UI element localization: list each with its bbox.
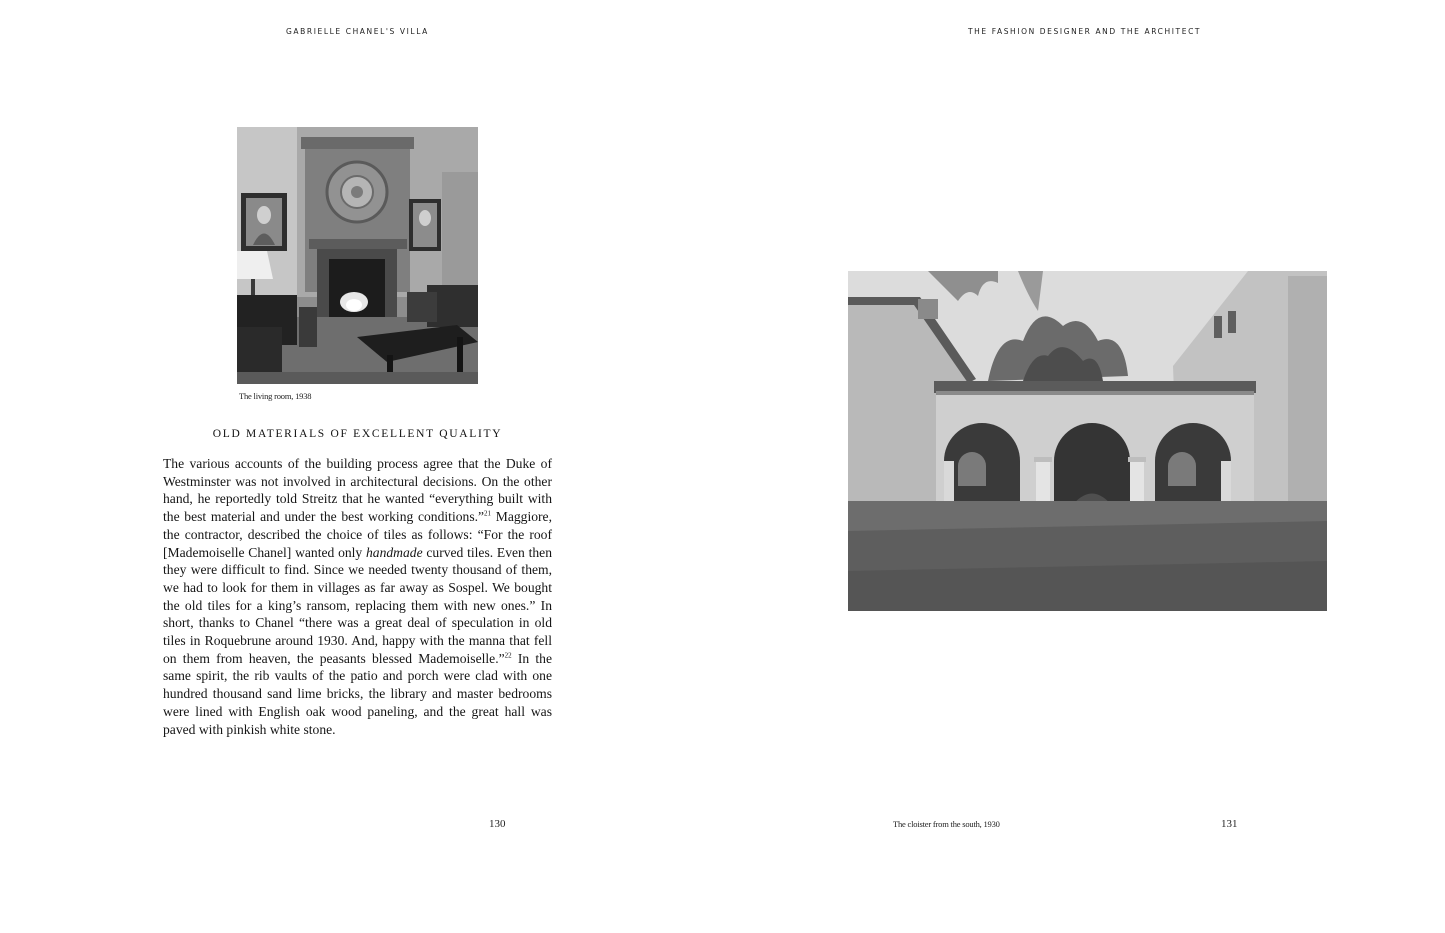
cloister-caption: The cloister from the south, 1930 [893,819,1000,829]
living-room-photo [237,127,478,384]
footnote-ref-22: 22 [504,651,512,660]
footnote-ref-21: 21 [484,509,492,518]
running-head-right: THE FASHION DESIGNER AND THE ARCHITECT [968,27,1202,36]
living-room-caption: The living room, 1938 [239,391,312,401]
body-text-part-4: In the same spirit, the rib vaults of the patio and porch were clad with one hundred thousand sand lime bricks, the library and master bedrooms were lined with English oak wood paneling, and the great hall was paved with pinkish white stone. [163,650,552,737]
body-text-part-3: curved tiles. Even then they were difficult to find. Since we needed twenty thousand of them, we had to look for them in villages as far away as Sospel. We bought the old tiles for a king’s ransom, replacing them with new ones.” In short, thanks to Chanel “there was a great deal of speculation in old tiles in Roquebrune around 1930. And, happy with the manna that fell on them from heaven, the peasants blessed Mademoiselle.” [163,544,552,666]
body-text-part-1: The various accounts of the building process agree that the Duke of Westminster was not involved in architectural decisions. On the other hand, he reportedly told Streitz that he wanted “everything built with the best material and under the best working conditions.” [163,456,552,525]
cloister-photo [848,271,1327,611]
running-head-left: GABRIELLE CHANEL'S VILLA [286,27,429,36]
section-heading: OLD MATERIALS OF EXCELLENT QUALITY [212,428,503,440]
body-text-emphasis: handmade [365,544,423,560]
body-paragraph [163,455,552,738]
page-number-left: 130 [489,818,506,830]
page-number-right: 131 [1221,818,1238,830]
body-text-part-2: Maggiore, the contractor, described the choice of tiles as follows: “For the roof [Mademoiselle Chanel] wanted only [163,509,552,560]
